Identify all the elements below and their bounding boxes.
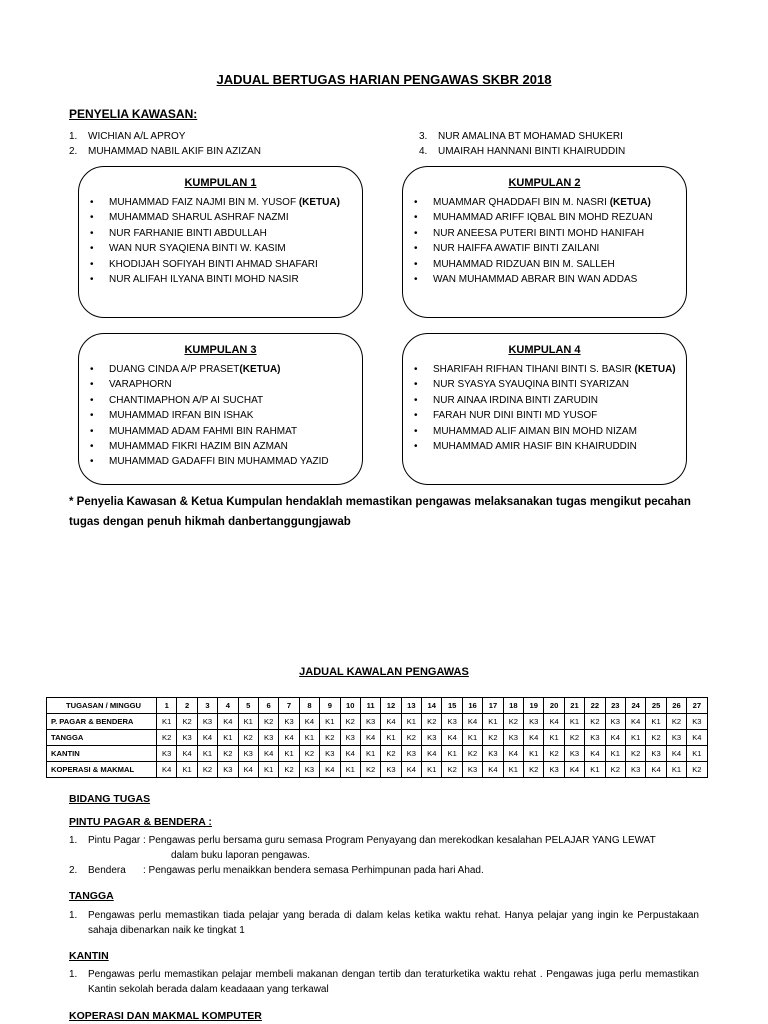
table-cell: K2	[177, 714, 197, 730]
table-cell: K1	[381, 730, 401, 746]
table-body	[47, 714, 708, 778]
table-cell: K3	[381, 762, 401, 778]
table-cell: K1	[422, 762, 442, 778]
penyelia-item	[69, 129, 261, 144]
table-cell: K3	[524, 714, 544, 730]
table-cell: K4	[157, 762, 177, 778]
week-header: 26	[666, 698, 686, 714]
group-member: • WAN MUHAMMAD ABRAR BIN WAN ADDAS	[403, 272, 686, 287]
table-cell: K4	[360, 730, 380, 746]
table-cell: K4	[238, 762, 258, 778]
table-cell: K4	[646, 762, 666, 778]
table-cell: K3	[360, 714, 380, 730]
week-header: 6	[258, 698, 278, 714]
table-cell: K4	[544, 714, 564, 730]
group-title: KUMPULAN 2	[508, 177, 581, 189]
table-cell: K4	[320, 762, 340, 778]
leader-name: MUAMMAR QHADDAFI BIN M. NASRI	[433, 197, 610, 208]
table-cell: K2	[279, 762, 299, 778]
table-cell: K4	[462, 714, 482, 730]
table-cell: K2	[197, 762, 217, 778]
table-cell: K1	[258, 762, 278, 778]
table-cell: K1	[564, 714, 584, 730]
week-header: 8	[299, 698, 319, 714]
table-cell: K2	[544, 746, 564, 762]
item-text: Pengawas perlu memastikan tiada pelajar yang berada di dalam kelas ketika waktu rehat. Hanya pelajar yang ingin ke Perpustakaan sahaja dibenarkan naik ke tingkat 1	[88, 910, 699, 936]
koperasi-heading: KOPERASI DAN MAKMAL KOMPUTER	[69, 1010, 262, 1022]
item-number: 2.	[69, 146, 78, 157]
table-cell: K1	[503, 762, 523, 778]
table-cell: K3	[585, 730, 605, 746]
group-title: KUMPULAN 3	[184, 344, 257, 356]
week-header: 15	[442, 698, 462, 714]
group-member: • NUR ALIFAH ILYANA BINTI MOHD NASIR	[79, 272, 362, 287]
table-cell: K2	[687, 762, 707, 778]
penyelia-item	[69, 144, 261, 159]
table-cell: K2	[462, 746, 482, 762]
table-cell: K2	[483, 730, 503, 746]
table-cell: K2	[666, 714, 686, 730]
group-member-list	[403, 362, 686, 454]
table-row	[47, 746, 708, 762]
table-cell: K1	[197, 746, 217, 762]
penyelia-item	[419, 144, 625, 159]
tangga-item	[69, 908, 699, 938]
table-cell: K1	[360, 746, 380, 762]
table-cell: K4	[258, 746, 278, 762]
table-cell: K4	[442, 730, 462, 746]
table-cell: K4	[401, 762, 421, 778]
table-cell: K1	[524, 746, 544, 762]
group-member-list	[79, 195, 362, 287]
table-cell: K3	[197, 714, 217, 730]
week-header: 13	[401, 698, 421, 714]
table-cell: K4	[299, 714, 319, 730]
table-cell: K4	[666, 746, 686, 762]
table-cell: K2	[625, 746, 645, 762]
group-member: • MUHAMMAD ARIFF IQBAL BIN MOHD REZUAN	[403, 210, 686, 225]
table-cell: K1	[605, 746, 625, 762]
group-member: • NUR SYASYA SYAUQINA BINTI SYARIZAN	[403, 377, 686, 392]
table-cell: K1	[177, 762, 197, 778]
kantin-heading: KANTIN	[69, 950, 109, 962]
table-cell: K2	[218, 746, 238, 762]
table-cell: K1	[299, 730, 319, 746]
item-number: 2.	[69, 865, 78, 876]
table-cell: K3	[299, 762, 319, 778]
week-header: 9	[320, 698, 340, 714]
group-box-1	[78, 166, 363, 318]
table-cell: K1	[218, 730, 238, 746]
item-number: 1.	[69, 969, 78, 980]
group-member-list	[403, 195, 686, 287]
table-cell: K3	[666, 730, 686, 746]
item-number: 1.	[69, 131, 78, 142]
group-leader	[403, 362, 686, 377]
leader-name: MUHAMMAD FAIZ NAJMI BIN M. YUSOF	[109, 197, 299, 208]
group-member: • KHODIJAH SOFIYAH BINTI AHMAD SHAFARI	[79, 257, 362, 272]
table-cell: K3	[442, 714, 462, 730]
table-cell: K1	[279, 746, 299, 762]
pintu-item-2	[69, 863, 709, 878]
corner-header: TUGASAN / MINGGU	[47, 698, 157, 714]
group-member: • WAN NUR SYAQIENA BINTI W. KASIM	[79, 241, 362, 256]
group-box-2	[402, 166, 687, 318]
table-cell: K3	[605, 714, 625, 730]
table-cell: K4	[585, 746, 605, 762]
table-cell: K1	[687, 746, 707, 762]
item-text: Pengawas perlu memastikan pelajar membeli makanan dengan tertib dan teraturketika waktu rehat . Pengawas juga perlu memastikan Kantin sekolah berada dalam keadaaan yang terkawal	[88, 969, 699, 995]
supervisor-name: WICHIAN A/L APROY	[88, 131, 186, 142]
group-member: • VARAPHORN	[79, 377, 362, 392]
group-member: • MUHAMMAD SHARUL ASHRAF NAZMI	[79, 210, 362, 225]
item-text: : Pengawas perlu bersama guru semasa Program Penyayang dan merekodkan kesalahan PELAJAR YANG LEWAT	[143, 835, 656, 846]
table-cell: K2	[585, 714, 605, 730]
week-header: 2	[177, 698, 197, 714]
table-cell: K1	[442, 746, 462, 762]
table-cell: K3	[218, 762, 238, 778]
table-cell: K2	[401, 730, 421, 746]
week-header: 7	[279, 698, 299, 714]
group-member: • FARAH NUR DINI BINTI MD YUSOF	[403, 408, 686, 423]
table-cell: K1	[401, 714, 421, 730]
table-cell: K3	[320, 746, 340, 762]
table-cell: K2	[157, 730, 177, 746]
group-member: • MUHAMMAD GADAFFI BIN MUHAMMAD YAZID	[79, 454, 362, 469]
item-number: 1.	[69, 835, 78, 846]
table-cell: K3	[279, 714, 299, 730]
table-cell: K4	[483, 762, 503, 778]
table-cell: K1	[544, 730, 564, 746]
table-cell: K2	[340, 714, 360, 730]
pintu-heading: PINTU PAGAR & BENDERA :	[69, 816, 212, 828]
week-header: 1	[157, 698, 177, 714]
pintu-item-1-cont: dalam buku laporan pengawas.	[171, 850, 310, 861]
table-cell: K4	[564, 762, 584, 778]
table-cell: K4	[279, 730, 299, 746]
item-number: 1.	[69, 910, 78, 921]
leader-name: DUANG CINDA A/P PRASET	[109, 364, 240, 375]
table-cell: K3	[687, 714, 707, 730]
table-header-row	[47, 698, 708, 714]
group-member: • NUR ANEESA PUTERI BINTI MOHD HANIFAH	[403, 226, 686, 241]
pintu-item-1	[69, 833, 709, 848]
table-cell: K2	[503, 714, 523, 730]
table-cell: K3	[422, 730, 442, 746]
table-cell: K2	[299, 746, 319, 762]
week-header: 3	[197, 698, 217, 714]
item-number: 4.	[419, 146, 428, 157]
table-cell: K1	[585, 762, 605, 778]
table-cell: K1	[625, 730, 645, 746]
tangga-heading: TANGGA	[69, 890, 114, 902]
pintu-section	[69, 833, 709, 878]
week-header: 27	[687, 698, 707, 714]
table-cell: K2	[360, 762, 380, 778]
table-row	[47, 714, 708, 730]
table-cell: K1	[483, 714, 503, 730]
leader-tag: (KETUA)	[239, 364, 281, 375]
table-cell: K3	[238, 746, 258, 762]
table-cell: K3	[258, 730, 278, 746]
week-header: 12	[381, 698, 401, 714]
group-title: KUMPULAN 1	[184, 177, 257, 189]
item-number: 3.	[419, 131, 428, 142]
leader-tag: (KETUA)	[298, 197, 340, 208]
week-header: 18	[503, 698, 523, 714]
table-cell: K1	[646, 714, 666, 730]
week-header: 16	[462, 698, 482, 714]
table-cell: K3	[401, 746, 421, 762]
table-cell: K4	[524, 730, 544, 746]
table-cell: K4	[340, 746, 360, 762]
table-cell: K3	[177, 730, 197, 746]
group-member: • MUHAMMAD AMIR HASIF BIN KHAIRUDDIN	[403, 439, 686, 454]
penyelia-list-right	[419, 129, 625, 159]
table-cell: K2	[524, 762, 544, 778]
table-cell: K2	[605, 762, 625, 778]
week-header: 19	[524, 698, 544, 714]
penyelia-heading: PENYELIA KAWASAN:	[69, 107, 198, 121]
kantin-item	[69, 967, 699, 997]
table-cell: K4	[625, 714, 645, 730]
group-member-list	[79, 362, 362, 470]
item-text: : Pengawas perlu menaikkan bendera semasa Perhimpunan pada hari Ahad.	[143, 865, 484, 876]
table-cell: K4	[605, 730, 625, 746]
table-cell: K3	[625, 762, 645, 778]
group-member: • MUHAMMAD ADAM FAHMI BIN RAHMAT	[79, 424, 362, 439]
group-leader	[79, 362, 362, 377]
table-cell: K1	[238, 714, 258, 730]
table-cell: K4	[381, 714, 401, 730]
table-cell: K2	[320, 730, 340, 746]
supervisor-name: MUHAMMAD NABIL AKIF BIN AZIZAN	[88, 146, 261, 157]
table-row	[47, 730, 708, 746]
group-member: • NUR AINAA IRDINA BINTI ZARUDIN	[403, 393, 686, 408]
table-cell: K1	[340, 762, 360, 778]
table-cell: K2	[381, 746, 401, 762]
week-header: 5	[238, 698, 258, 714]
item-label: Bendera	[88, 865, 126, 876]
group-box-3	[78, 333, 363, 485]
week-header: 21	[564, 698, 584, 714]
table-cell: K2	[646, 730, 666, 746]
group-member: • MUHAMMAD RIDZUAN BIN M. SALLEH	[403, 257, 686, 272]
week-header: 14	[422, 698, 442, 714]
group-member: • NUR HAIFFA AWATIF BINTI ZAILANI	[403, 241, 686, 256]
table-cell: K3	[564, 746, 584, 762]
kawalan-title: JADUAL KAWALAN PENGAWAS	[299, 666, 469, 678]
row-label: KANTIN	[47, 746, 157, 762]
week-header: 24	[625, 698, 645, 714]
row-label: P. PAGAR & BENDERA	[47, 714, 157, 730]
table-cell: K3	[340, 730, 360, 746]
table-cell: K3	[646, 746, 666, 762]
group-member: • MUHAMMAD IRFAN BIN ISHAK	[79, 408, 362, 423]
group-member: • MUHAMMAD ALIF AIMAN BIN MOHD NIZAM	[403, 424, 686, 439]
penyelia-list-left	[69, 129, 261, 159]
table-cell: K3	[483, 746, 503, 762]
responsibility-note: * Penyelia Kawasan & Ketua Kumpulan hendaklah memastikan pengawas melaksanakan tugas mengikut pecahan tugas dengan penuh hikmah danbertanggungjawab	[69, 496, 691, 528]
group-title: KUMPULAN 4	[508, 344, 581, 356]
table-cell: K4	[177, 746, 197, 762]
item-label: Pintu Pagar	[88, 835, 141, 846]
table-cell: K1	[320, 714, 340, 730]
week-header: 23	[605, 698, 625, 714]
row-label: KOPERASI & MAKMAL	[47, 762, 157, 778]
week-header: 22	[585, 698, 605, 714]
table-cell: K1	[666, 762, 686, 778]
bidang-heading: BIDANG TUGAS	[69, 793, 151, 805]
week-header: 25	[646, 698, 666, 714]
table-cell: K2	[422, 714, 442, 730]
week-header: 10	[340, 698, 360, 714]
table-cell: K2	[564, 730, 584, 746]
group-box-4	[402, 333, 687, 485]
table-cell: K3	[503, 730, 523, 746]
kawalan-table	[46, 697, 708, 778]
leader-name: SHARIFAH RIFHAN TIHANI BINTI S. BASIR	[433, 364, 635, 375]
table-cell: K4	[687, 730, 707, 746]
table-cell: K2	[442, 762, 462, 778]
leader-tag: (KETUA)	[634, 364, 676, 375]
week-header: 17	[483, 698, 503, 714]
table-row	[47, 762, 708, 778]
group-member: • CHANTIMAPHON A/P AI SUCHAT	[79, 393, 362, 408]
table-cell: K2	[258, 714, 278, 730]
supervisor-name: UMAIRAH HANNANI BINTI KHAIRUDDIN	[438, 146, 626, 157]
table-cell: K2	[238, 730, 258, 746]
table-cell: K3	[544, 762, 564, 778]
table-cell: K4	[218, 714, 238, 730]
group-member: • MUHAMMAD FIKRI HAZIM BIN AZMAN	[79, 439, 362, 454]
group-leader	[403, 195, 686, 210]
row-label: TANGGA	[47, 730, 157, 746]
table-cell: K4	[197, 730, 217, 746]
week-header: 20	[544, 698, 564, 714]
week-header: 11	[360, 698, 380, 714]
group-leader	[79, 195, 362, 210]
supervisor-name: NUR AMALINA BT MOHAMAD SHUKERI	[438, 131, 623, 142]
leader-tag: (KETUA)	[609, 197, 651, 208]
week-header: 4	[218, 698, 238, 714]
penyelia-item	[419, 129, 625, 144]
table-cell: K3	[462, 762, 482, 778]
page-title: JADUAL BERTUGAS HARIAN PENGAWAS SKBR 2018	[216, 72, 552, 87]
group-member: • NUR FARHANIE BINTI ABDULLAH	[79, 226, 362, 241]
table-cell: K4	[422, 746, 442, 762]
table-cell: K3	[157, 746, 177, 762]
table-cell: K1	[157, 714, 177, 730]
table-cell: K4	[503, 746, 523, 762]
table-cell: K1	[462, 730, 482, 746]
